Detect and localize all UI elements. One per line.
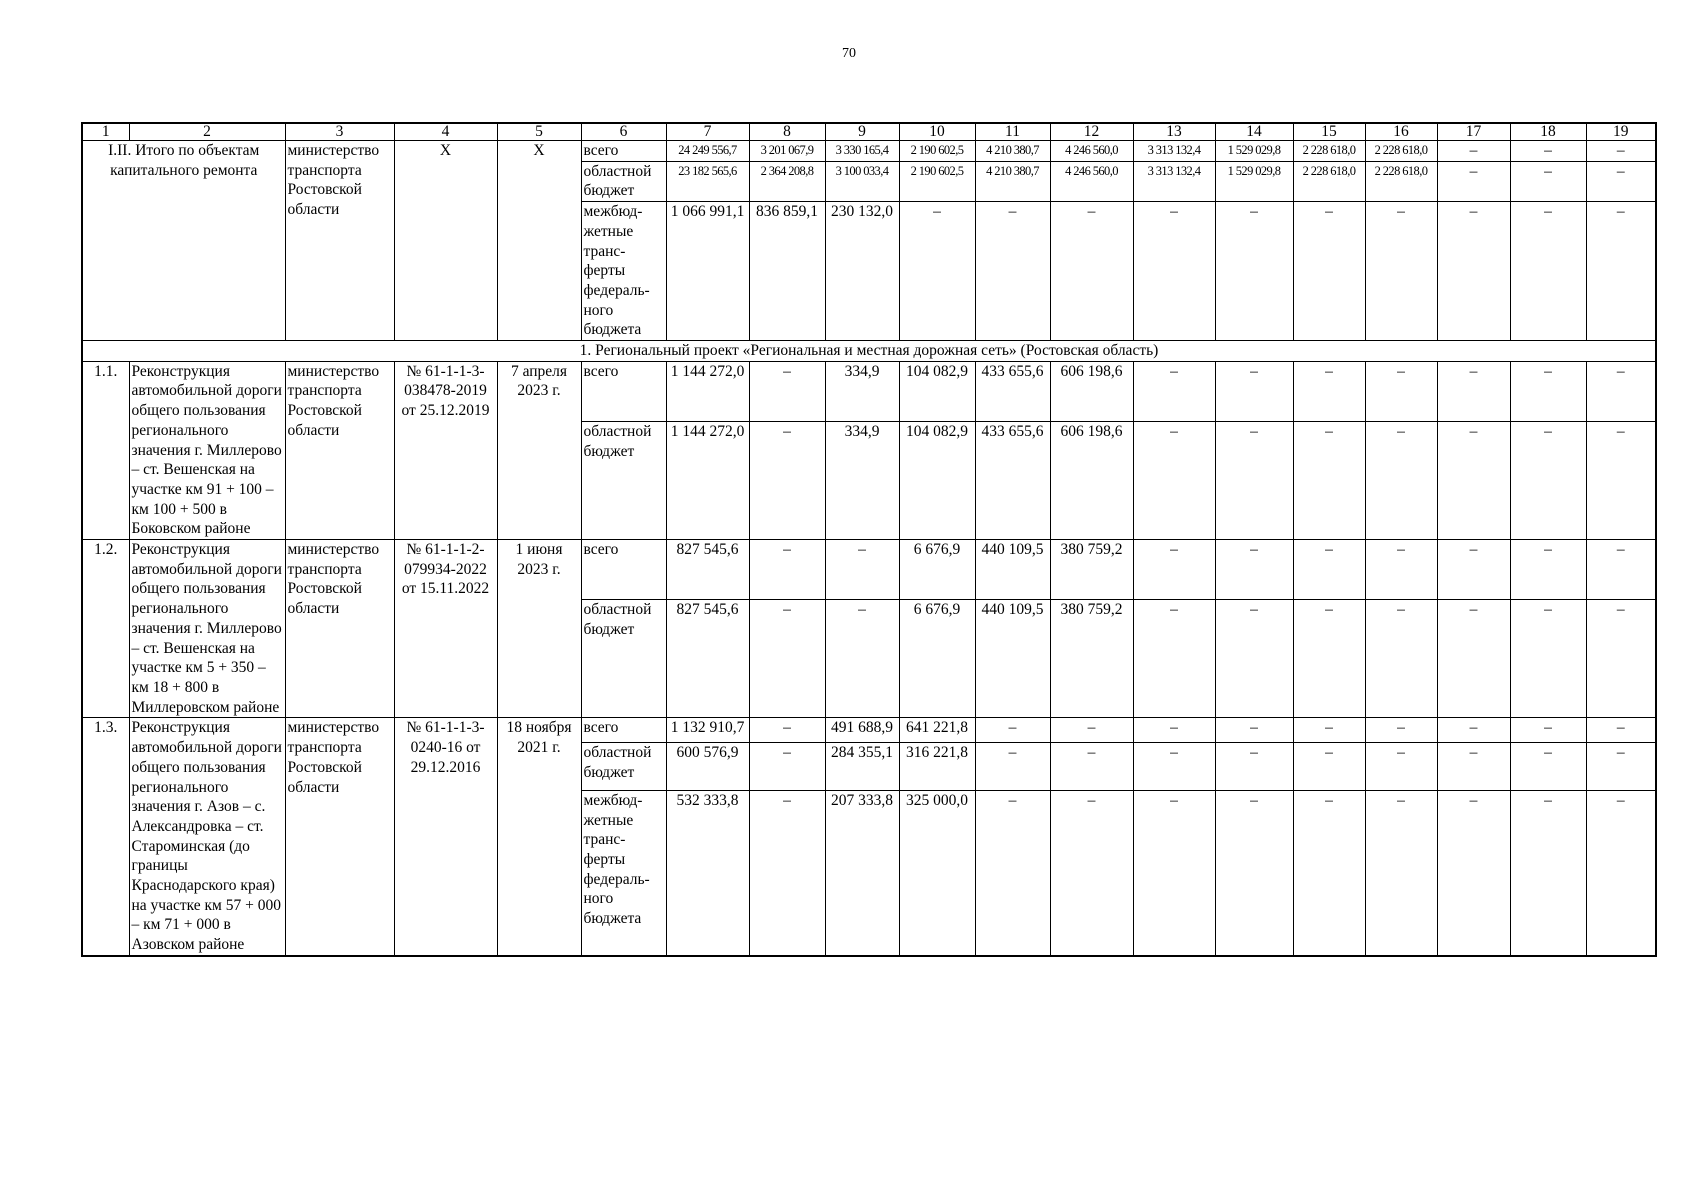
header-row: [82, 123, 1656, 141]
value-cell: 4 246 560,0: [1050, 141, 1133, 162]
responsible-ministry: министерство транспорта Ростовской области: [285, 718, 394, 956]
value-cell: –: [749, 742, 825, 790]
value-cell: –: [1293, 540, 1365, 600]
value-cell: 600 576,9: [666, 742, 749, 790]
header-cell: 2: [129, 123, 285, 141]
value-cell: 3 330 165,4: [825, 141, 899, 162]
value-cell: 207 333,8: [825, 790, 899, 955]
value-cell: 104 082,9: [899, 361, 975, 421]
header-cell: 18: [1510, 123, 1586, 141]
value-cell: 1 132 910,7: [666, 718, 749, 743]
value-cell: 316 221,8: [899, 742, 975, 790]
funding-source: всего: [581, 361, 666, 421]
value-cell: 2 190 602,5: [899, 141, 975, 162]
value-cell: 380 759,2: [1050, 540, 1133, 600]
funding-source: всего: [581, 540, 666, 600]
value-cell: 433 655,6: [975, 422, 1050, 540]
value-cell: 334,9: [825, 422, 899, 540]
value-cell: 491 688,9: [825, 718, 899, 743]
date-cell: 7 апреля 2023 г.: [497, 361, 581, 539]
header-cell: 3: [285, 123, 394, 141]
value-cell: 2 364 208,8: [749, 161, 825, 201]
value-cell: –: [1050, 718, 1133, 743]
value-cell: –: [1215, 540, 1293, 600]
value-cell: 606 198,6: [1050, 422, 1133, 540]
header-cell: 16: [1365, 123, 1437, 141]
value-cell: –: [749, 790, 825, 955]
value-cell: –: [1215, 742, 1293, 790]
value-cell: –: [1586, 202, 1656, 341]
value-cell: –: [975, 718, 1050, 743]
funding-source: межбюд-жетные транс-ферты федераль-ного бюджета: [581, 790, 666, 955]
value-cell: –: [1133, 790, 1215, 955]
value-cell: –: [1586, 141, 1656, 162]
value-cell: –: [1215, 600, 1293, 718]
value-cell: –: [1510, 540, 1586, 600]
value-cell: 6 676,9: [899, 600, 975, 718]
value-cell: –: [825, 600, 899, 718]
value-cell: –: [899, 202, 975, 341]
funding-source: межбюд-жетные транс-ферты федераль-ного бюджета: [581, 202, 666, 341]
section-row: [82, 341, 1656, 362]
value-cell: –: [1133, 422, 1215, 540]
value-cell: –: [749, 600, 825, 718]
header-cell: 19: [1586, 123, 1656, 141]
value-cell: –: [1510, 790, 1586, 955]
value-cell: 23 182 565,6: [666, 161, 749, 201]
value-cell: –: [1586, 742, 1656, 790]
header-cell: 9: [825, 123, 899, 141]
funding-source: областной бюджет: [581, 422, 666, 540]
value-cell: –: [1437, 540, 1510, 600]
value-cell: –: [1133, 600, 1215, 718]
value-cell: 6 676,9: [899, 540, 975, 600]
value-cell: –: [1510, 718, 1586, 743]
header-cell: 5: [497, 123, 581, 141]
value-cell: 2 228 618,0: [1293, 161, 1365, 201]
header-cell: 10: [899, 123, 975, 141]
value-cell: –: [1365, 422, 1437, 540]
value-cell: –: [1133, 361, 1215, 421]
value-cell: –: [1365, 742, 1437, 790]
value-cell: –: [1586, 790, 1656, 955]
date-cell: 1 июня 2023 г.: [497, 540, 581, 718]
header-cell: 7: [666, 123, 749, 141]
value-cell: –: [1293, 202, 1365, 341]
value-cell: 641 221,8: [899, 718, 975, 743]
header-cell: 14: [1215, 123, 1293, 141]
value-cell: 284 355,1: [825, 742, 899, 790]
doc-cell: № 61-1-1-3-038478-2019 от 25.12.2019: [394, 361, 497, 539]
object-number: 1.2.: [82, 540, 129, 718]
value-cell: –: [1050, 790, 1133, 955]
value-cell: –: [1437, 422, 1510, 540]
table-row: [82, 141, 1656, 162]
total-label: I.II. Итого по объектам капитального ремонта: [82, 141, 285, 341]
value-cell: 2 228 618,0: [1365, 161, 1437, 201]
value-cell: 325 000,0: [899, 790, 975, 955]
funding-source: областной бюджет: [581, 161, 666, 201]
value-cell: –: [1510, 161, 1586, 201]
value-cell: 1 529 029,8: [1215, 141, 1293, 162]
value-cell: 2 190 602,5: [899, 161, 975, 201]
value-cell: 24 249 556,7: [666, 141, 749, 162]
value-cell: –: [1510, 600, 1586, 718]
value-cell: –: [1133, 540, 1215, 600]
doc-cell: № 61-1-1-3-0240-16 от 29.12.2016: [394, 718, 497, 956]
date-cell: Х: [497, 141, 581, 341]
value-cell: 1 529 029,8: [1215, 161, 1293, 201]
value-cell: –: [749, 540, 825, 600]
value-cell: 827 545,6: [666, 600, 749, 718]
value-cell: –: [1050, 202, 1133, 341]
funding-source: всего: [581, 718, 666, 743]
header-cell: 6: [581, 123, 666, 141]
header-cell: 17: [1437, 123, 1510, 141]
value-cell: –: [1586, 600, 1656, 718]
page-number: 70: [842, 46, 856, 61]
value-cell: –: [1215, 361, 1293, 421]
value-cell: 230 132,0: [825, 202, 899, 341]
value-cell: 3 313 132,4: [1133, 161, 1215, 201]
value-cell: –: [1510, 141, 1586, 162]
value-cell: –: [1365, 718, 1437, 743]
value-cell: –: [1365, 202, 1437, 341]
value-cell: 3 313 132,4: [1133, 141, 1215, 162]
table-row: [82, 540, 1656, 600]
value-cell: –: [1365, 600, 1437, 718]
value-cell: –: [749, 718, 825, 743]
value-cell: 1 144 272,0: [666, 422, 749, 540]
value-cell: –: [1293, 600, 1365, 718]
value-cell: 532 333,8: [666, 790, 749, 955]
value-cell: –: [1293, 718, 1365, 743]
value-cell: –: [975, 202, 1050, 341]
value-cell: 104 082,9: [899, 422, 975, 540]
value-cell: 4 246 560,0: [1050, 161, 1133, 201]
value-cell: –: [1133, 202, 1215, 341]
value-cell: 3 201 067,9: [749, 141, 825, 162]
funding-source: областной бюджет: [581, 600, 666, 718]
value-cell: –: [1510, 742, 1586, 790]
header-cell: 8: [749, 123, 825, 141]
object-name: Реконструкция автомобильной дороги общего пользования регионального значения г. Миллерово – ст. Вешенская на участке км 5 + 350 – км 18 + 800 в Миллеровском районе: [129, 540, 285, 718]
value-cell: –: [1365, 790, 1437, 955]
section-title: 1. Региональный проект «Региональная и местная дорожная сеть» (Ростовская область): [82, 341, 1656, 362]
value-cell: 2 228 618,0: [1365, 141, 1437, 162]
value-cell: –: [1365, 361, 1437, 421]
object-number: 1.1.: [82, 361, 129, 539]
value-cell: 1 144 272,0: [666, 361, 749, 421]
funding-source: всего: [581, 141, 666, 162]
value-cell: –: [1215, 718, 1293, 743]
value-cell: 4 210 380,7: [975, 161, 1050, 201]
value-cell: –: [1437, 718, 1510, 743]
object-name: Реконструкция автомобильной дороги общего пользования регионального значения г. Азов – с. Александровка – ст. Староминская (до границы Краснодарского края) на участке км 57 + 000 – км 71 + 000 в Азовском районе: [129, 718, 285, 956]
value-cell: 4 210 380,7: [975, 141, 1050, 162]
value-cell: –: [975, 742, 1050, 790]
value-cell: 836 859,1: [749, 202, 825, 341]
value-cell: –: [1510, 361, 1586, 421]
value-cell: 2 228 618,0: [1293, 141, 1365, 162]
value-cell: 3 100 033,4: [825, 161, 899, 201]
value-cell: 827 545,6: [666, 540, 749, 600]
header-cell: 13: [1133, 123, 1215, 141]
header-cell: 15: [1293, 123, 1365, 141]
value-cell: –: [1293, 422, 1365, 540]
value-cell: 440 109,5: [975, 540, 1050, 600]
value-cell: –: [1437, 600, 1510, 718]
value-cell: –: [1215, 202, 1293, 341]
value-cell: 606 198,6: [1050, 361, 1133, 421]
value-cell: –: [1133, 718, 1215, 743]
value-cell: –: [825, 540, 899, 600]
responsible-ministry: министерство транспорта Ростовской области: [285, 141, 394, 341]
value-cell: –: [1293, 790, 1365, 955]
doc-cell: № 61-1-1-2-079934-2022 от 15.11.2022: [394, 540, 497, 718]
value-cell: –: [1586, 718, 1656, 743]
value-cell: –: [1293, 361, 1365, 421]
value-cell: –: [1437, 790, 1510, 955]
value-cell: –: [1586, 361, 1656, 421]
value-cell: –: [1365, 540, 1437, 600]
table-row: [82, 361, 1656, 421]
value-cell: –: [1437, 161, 1510, 201]
value-cell: –: [1437, 742, 1510, 790]
funding-source: областной бюджет: [581, 742, 666, 790]
header-cell: 11: [975, 123, 1050, 141]
responsible-ministry: министерство транспорта Ростовской области: [285, 361, 394, 539]
responsible-ministry: министерство транспорта Ростовской области: [285, 540, 394, 718]
value-cell: –: [1293, 742, 1365, 790]
value-cell: –: [1510, 422, 1586, 540]
value-cell: 380 759,2: [1050, 600, 1133, 718]
doc-cell: Х: [394, 141, 497, 341]
header-cell: 4: [394, 123, 497, 141]
value-cell: –: [975, 790, 1050, 955]
header-cell: 12: [1050, 123, 1133, 141]
value-cell: –: [1050, 742, 1133, 790]
value-cell: –: [1437, 361, 1510, 421]
table-row: [82, 718, 1656, 743]
value-cell: –: [1586, 422, 1656, 540]
value-cell: –: [1586, 161, 1656, 201]
value-cell: –: [1215, 422, 1293, 540]
budget-table: [81, 122, 1657, 957]
value-cell: –: [1437, 202, 1510, 341]
object-name: Реконструкция автомобильной дороги общего пользования регионального значения г. Миллерово – ст. Вешенская на участке км 91 + 100 – км 100 + 500 в Боковском районе: [129, 361, 285, 539]
value-cell: –: [1215, 790, 1293, 955]
date-cell: 18 ноября 2021 г.: [497, 718, 581, 956]
value-cell: –: [1437, 141, 1510, 162]
value-cell: 440 109,5: [975, 600, 1050, 718]
value-cell: –: [749, 361, 825, 421]
value-cell: 334,9: [825, 361, 899, 421]
header-cell: 1: [82, 123, 129, 141]
value-cell: 433 655,6: [975, 361, 1050, 421]
value-cell: –: [1133, 742, 1215, 790]
value-cell: –: [1586, 540, 1656, 600]
object-number: 1.3.: [82, 718, 129, 956]
value-cell: –: [749, 422, 825, 540]
value-cell: –: [1510, 202, 1586, 341]
value-cell: 1 066 991,1: [666, 202, 749, 341]
